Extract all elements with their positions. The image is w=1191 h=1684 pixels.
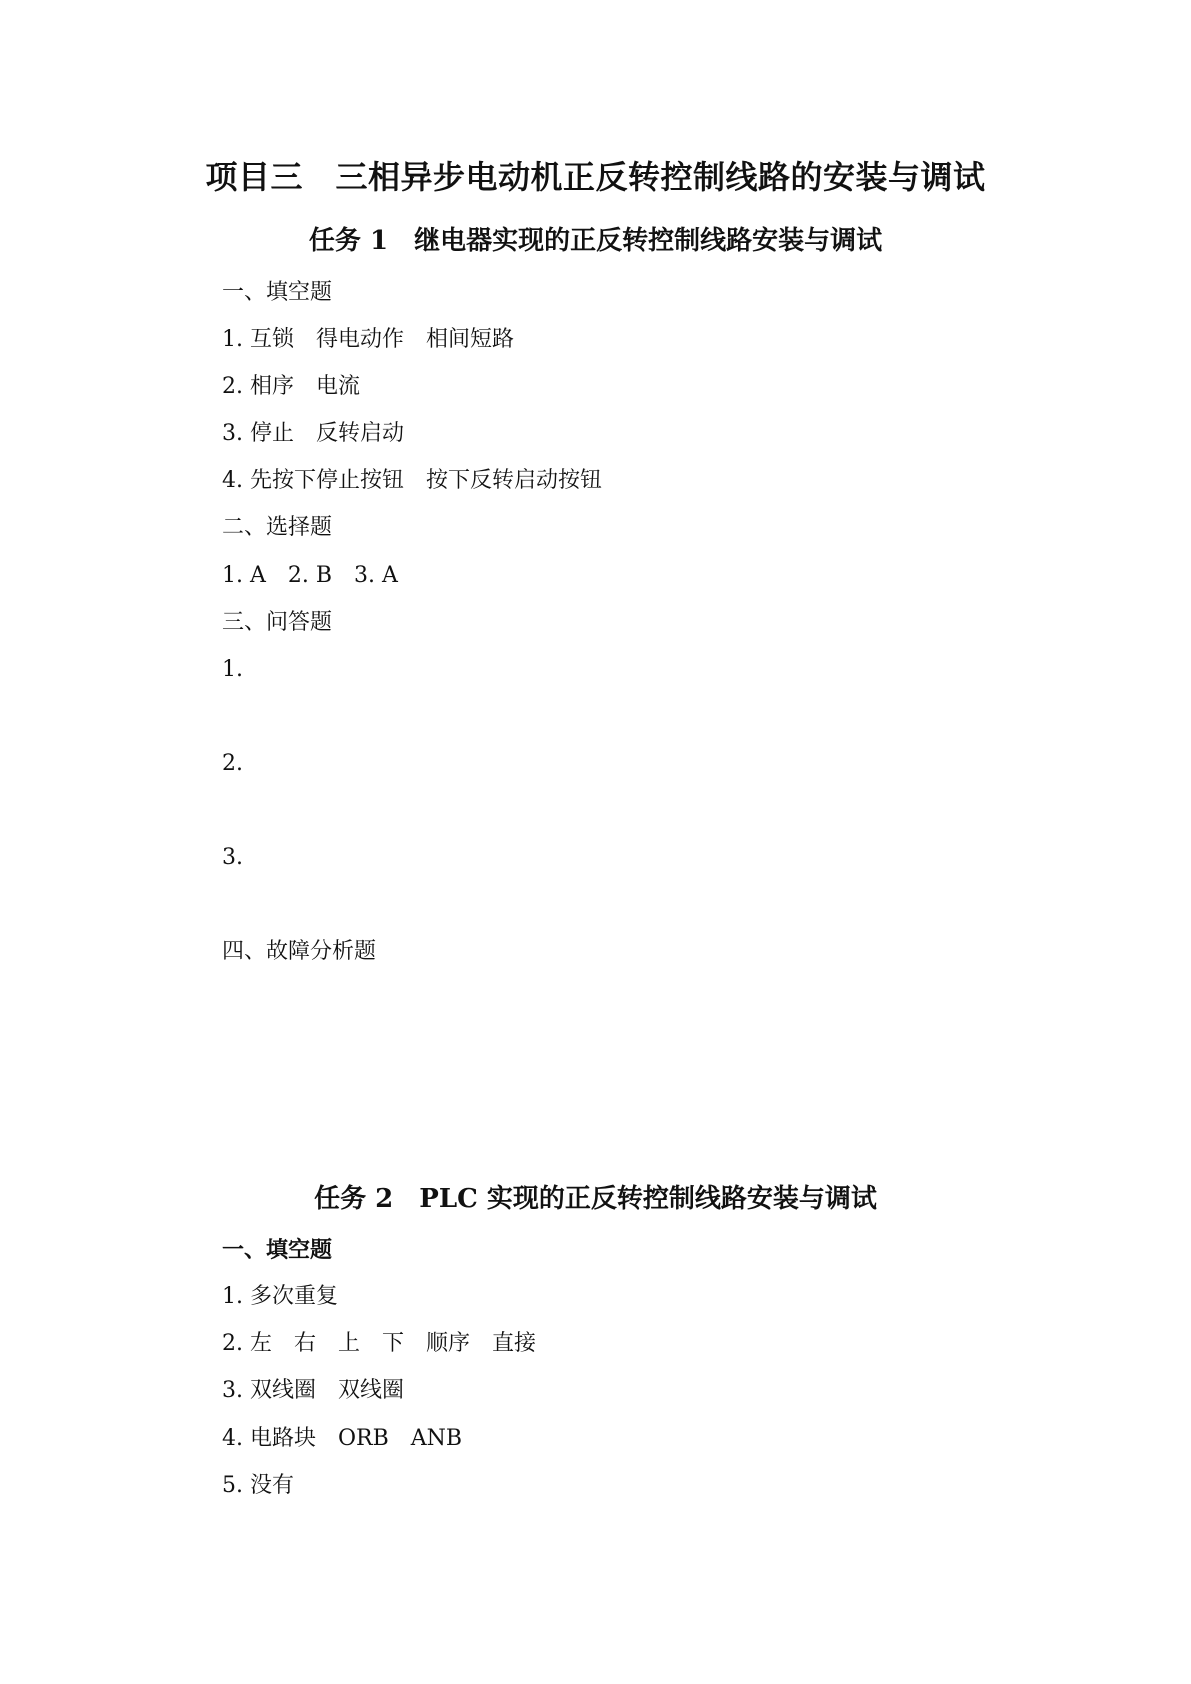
project-title: 项目三 三相异步电动机正反转控制线路的安装与调试 xyxy=(205,158,986,196)
task2-fill-answer-1: 1. 多次重复 xyxy=(222,1284,338,1309)
task1-fill-answer-1: 1. 互锁 得电动作 相间短路 xyxy=(222,327,514,352)
task2-fill-answer-3: 3. 双线圈 双线圈 xyxy=(222,1378,404,1403)
task1-fill-answer-3: 3. 停止 反转启动 xyxy=(222,421,404,446)
task2-fill-answer-2: 2. 左 右 上 下 顺序 直接 xyxy=(222,1331,536,1356)
task2-title: 任务 2 PLC 实现的正反转控制线路安装与调试 xyxy=(314,1184,877,1214)
task1-qa-item-1: 1. xyxy=(222,657,243,682)
task1-section-choice-heading: 二、选择题 xyxy=(222,515,333,540)
task2-fill-answer-5: 5. 没有 xyxy=(222,1473,294,1498)
task1-section-fault-heading: 四、故障分析题 xyxy=(222,939,377,964)
task1-qa-item-3: 3. xyxy=(222,845,243,870)
task1-section-fill-heading: 一、填空题 xyxy=(222,280,333,305)
task1-qa-item-2: 2. xyxy=(222,751,243,776)
task1-fill-answer-4: 4. 先按下停止按钮 按下反转启动按钮 xyxy=(222,468,602,493)
task2-section-fill-heading: 一、填空题 xyxy=(222,1237,333,1263)
task1-choice-answers: 1. A 2. B 3. A xyxy=(222,563,398,588)
task1-title: 任务 1 继电器实现的正反转控制线路安装与调试 xyxy=(308,226,883,256)
task1-fill-answer-2: 2. 相序 电流 xyxy=(222,374,360,399)
task1-section-qa-heading: 三、问答题 xyxy=(222,610,333,635)
task2-fill-answer-4: 4. 电路块 ORB ANB xyxy=(222,1426,463,1451)
